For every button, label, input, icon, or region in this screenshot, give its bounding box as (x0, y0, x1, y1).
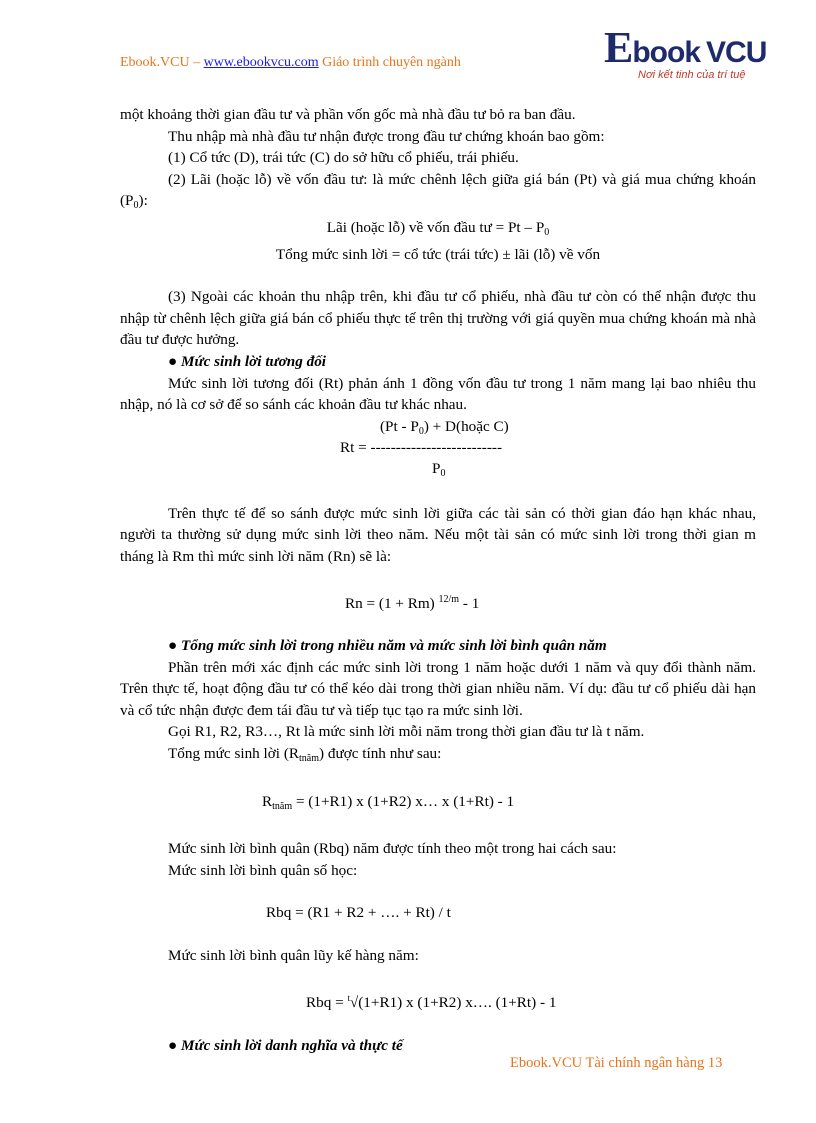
paragraph: (3) Ngoài các khoản thu nhập trên, khi đầu tư cổ phiếu, nhà đầu tư còn có thể nhận được thu nhập từ chênh lệch giữa giá bán cổ phiếu thực tế trên thị trường với giá quyền mua chứng khoán mà nhà đầu tư được hưởng. (120, 288, 756, 349)
paragraph: Thu nhập mà nhà đầu tư nhận được trong đầu tư chứng khoán bao gồm: (168, 127, 605, 145)
page-header (120, 55, 461, 71)
nth-root-sign: $^t$√ (347, 992, 359, 1011)
section-heading: ● Mức sinh lời tương đối (168, 352, 327, 370)
paragraph: Tổng mức sinh lời $(R_{tnăm})$ được tính như sau: (168, 745, 442, 765)
formula: Rbq = (R1 + R2 + …. + Rt) / t (266, 904, 451, 922)
paragraph: Mức sinh lời tương đối (Rt) phản ánh 1 đồng vốn đầu tư trong 1 năm mang lại bao nhiêu thu nhập, nó là cơ sở để so sánh các khoản đầu tư khác nhau. (120, 374, 756, 414)
header-brand: Ebook.VCU – (120, 55, 204, 70)
paragraph: (1) Cổ tức (D), trái tức (C) do sở hữu cổ phiếu, trái phiếu. (168, 149, 519, 167)
paragraph: Mức sinh lời bình quân (Rbq) năm được tính theo một trong hai cách sau: (168, 840, 617, 858)
section-heading: ● Tổng mức sinh lời trong nhiều năm và mức sinh lời bình quân năm (168, 637, 607, 655)
logo-mark: Ebook VCU (604, 23, 767, 72)
paragraph: một khoảng thời gian đầu tư và phần vốn gốc mà nhà đầu tư bỏ ra ban đầu. (120, 106, 576, 123)
logo-tagline: Nơi kết tinh của trí tuệ (638, 69, 746, 81)
page-footer: Ebook.VCU Tài chính ngân hàng 13 (510, 1055, 723, 1071)
page-body (120, 104, 756, 1057)
paragraph: (2) Lãi (hoặc lỗ) về vốn đầu tư: là mức chênh lệch giữa giá bán (Pt) và giá mua chứng khoán $(P_0)$: (120, 170, 756, 212)
paragraph: Mức sinh lời bình quân lũy kế hàng năm: (168, 947, 419, 965)
formula-fraction-line: Rt = -------------------------- (340, 438, 503, 456)
section-heading: ● Mức sinh lời danh nghĩa và thực tế (168, 1037, 403, 1055)
paragraph: Trên thực tế để so sánh được mức sinh lời giữa các tài sản có thời gian đáo hạn khác nhau, người ta thường sử dụng mức sinh lời theo năm. Nếu một tài sản có mức sinh lời trong thời gian m tháng là Rm thì mức sinh lời năm (Rn) sẽ là: (120, 504, 756, 565)
rt-formula (120, 416, 756, 482)
header-url-link[interactable]: www.ebookvcu.com (203, 55, 319, 70)
formula: $R_{tnăm} = (1+R1)$ x (1+R2) x… x (1+Rt) - 1 (262, 792, 515, 812)
ebook-vcu-logo (604, 22, 774, 92)
formula-numerator: $(Pt - P_0)$ + D(hoặc C) (380, 417, 509, 437)
formula-denominator: $P_0$ (432, 459, 446, 479)
paragraph: Phần trên mới xác định các mức sinh lời trong 1 năm hoặc dưới 1 năm và quy đổi thành năm. Trên thực tế, hoạt động đầu tư có thể kéo dài trong thời gian nhiều năm. Ví dụ: đầu tư cổ phiếu dài hạn và cổ tức nhận được đem tái đầu tư và tiếp tục tạo ra mức sinh lời. (120, 658, 756, 719)
header-subtitle: Giáo trình chuyên ngành (318, 55, 461, 70)
paragraph: Mức sinh lời bình quân số học: (168, 861, 358, 879)
formula: Rn = (1 + Rm) $^{12/m}$ - 1 (345, 593, 480, 612)
paragraph: Gọi R1, R2, R3…, Rt là mức sinh lời mỗi năm trong thời gian đầu tư là t năm. (168, 723, 645, 741)
formula: Lãi (hoặc lỗ) về vốn đầu tư = Pt – $P_0$ (326, 218, 550, 238)
formula: Tổng mức sinh lời = cổ tức (trái tức) ± lãi (lỗ) về vốn (275, 245, 601, 263)
formula: Rbq = $^t$√(1+R1) x (1+R2) x…. (1+Rt) - 1 (306, 992, 557, 1011)
